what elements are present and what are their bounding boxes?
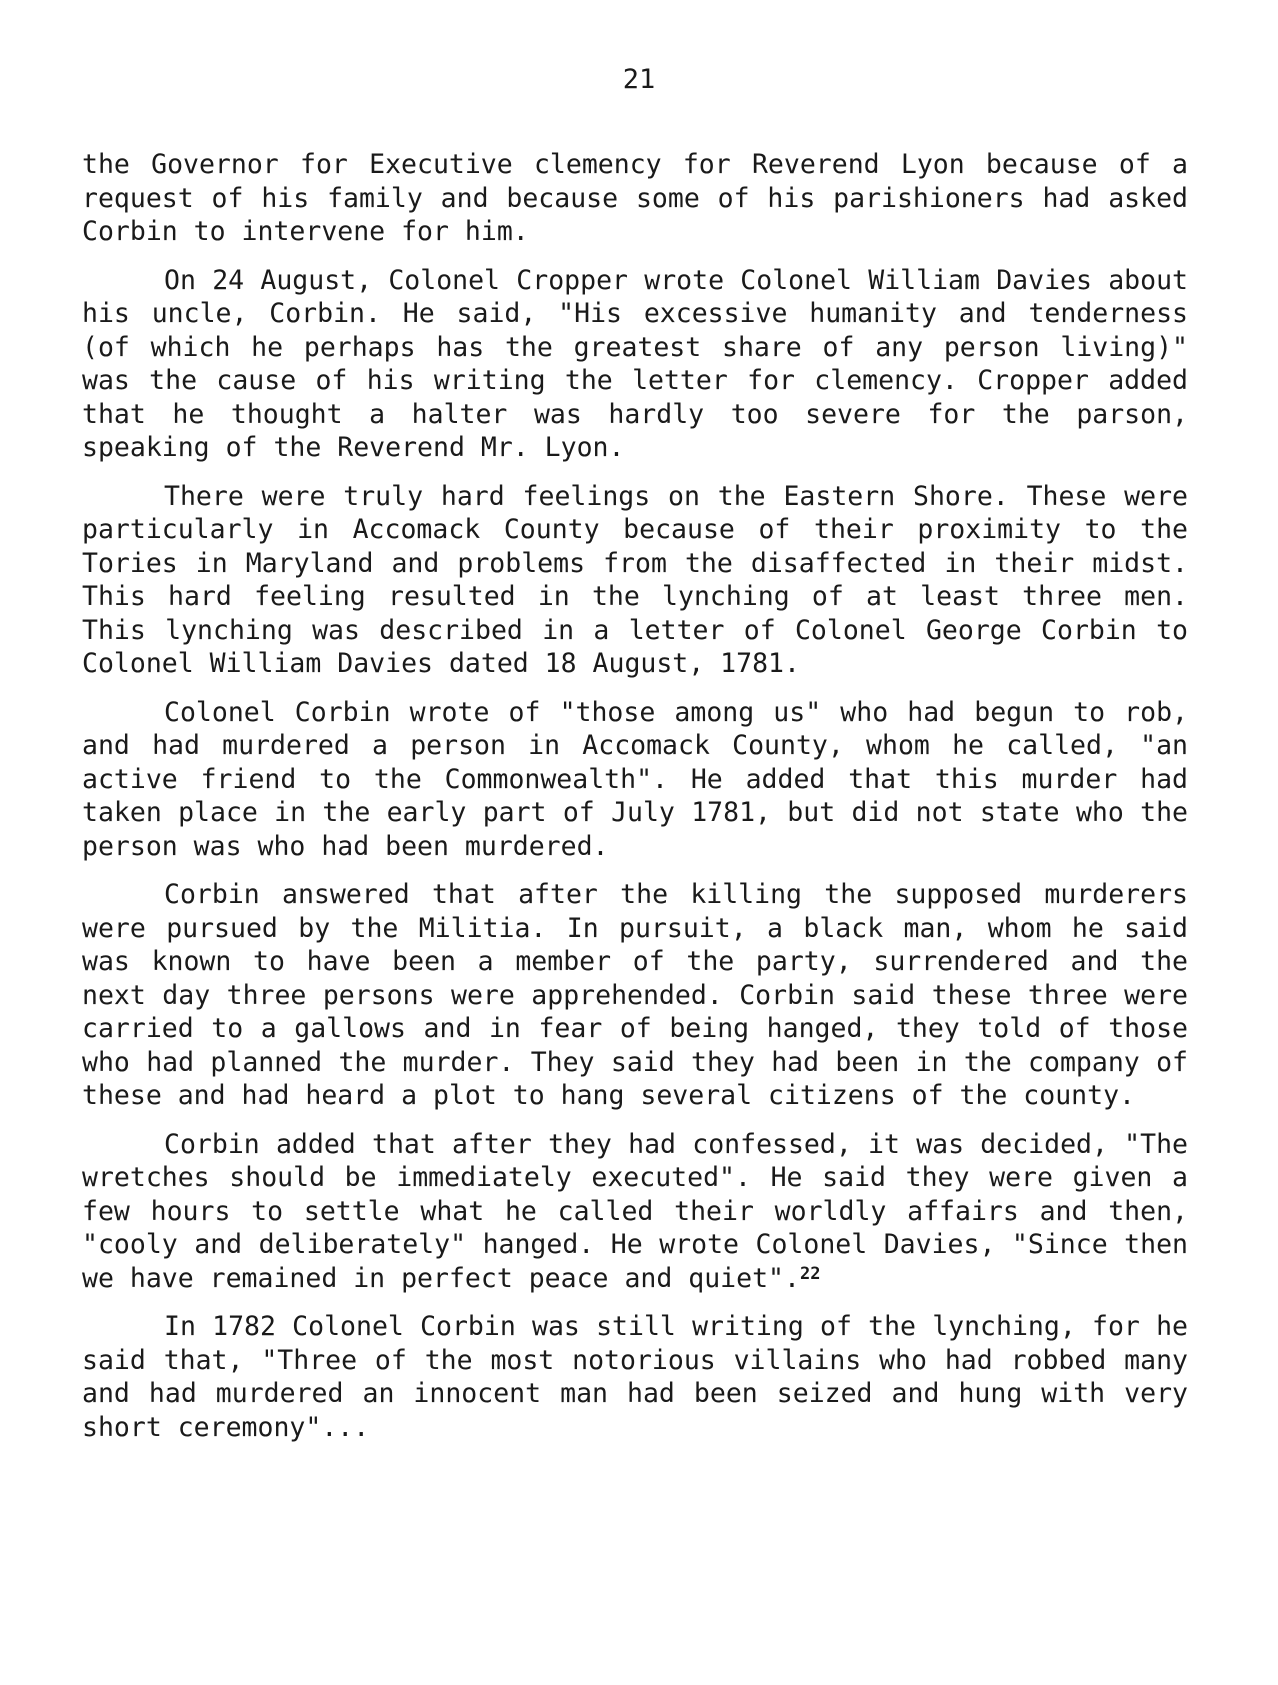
paragraph-1782-lynching: In 1782 Colonel Corbin was still writing of the lynching, for he said that, "Three of the most notorious villains who had robbed many and had murdered an innocent man had been seized and hung with very short ceremony"... [82, 1311, 1188, 1443]
paragraph-pursuit: Corbin answered that after the killing the supposed murderers were pursued by the Militia. In pursuit, a black man, whom he said was known to have been a member of the party, surrendered and the next day three persons were apprehended. Corbin said these three were carried to a gallows and in fear of being hanged, they told of those who had planned the murder. They said they had been in the company of these and had heard a plot to hang several citizens of the county. [82, 879, 1188, 1111]
page-number: 21 [622, 64, 656, 95]
paragraph-cropper-letter: On 24 August, Colonel Cropper wrote Colonel William Davies about his uncle, Corbin. He said, "His excessive humanity and tenderness (of which he perhaps has the greatest share of any person living)" was the cause of his writing the letter for clemency. Cropper added that he thought a halter was hardly too severe for the parson, speaking of the Reverend Mr. Lyon. [82, 264, 1188, 463]
paragraph-corbin-wrote: Colonel Corbin wrote of "those among us" who had begun to rob, and had murdered a person in Accomack County, whom he called, "an active friend to the Commonwealth". He added that this murder had taken place in the early part of July 1781, but did not state who the person was who had been murdered. [82, 696, 1188, 862]
document-body [82, 148, 1188, 1459]
paragraph-confession-text: Corbin added that after they had confessed, it was decided, "The wretches should be immediately executed". He said they were given a few hours to settle what he called their worldly affairs and then, "cooly and deliberately" hanged. He wrote Colonel Davies, "Since then we have remained in perfect peace and quiet". [82, 1128, 1188, 1294]
footnote-marker: 22 [799, 1263, 821, 1284]
paragraph-hard-feelings: There were truly hard feelings on the Eastern Shore. These were particularly in Accomack County because of their proximity to the Tories in Maryland and problems from the disaffected in their midst. This hard feeling resulted in the lynching of at least three men. This lynching was described in a letter of Colonel George Corbin to Colonel William Davies dated 18 August, 1781. [82, 480, 1188, 679]
paragraph-confession [82, 1128, 1188, 1296]
paragraph-continuation: the Governor for Executive clemency for Reverend Lyon because of a request of his family and because some of his parishioners had asked Corbin to intervene for him. [82, 149, 1188, 247]
